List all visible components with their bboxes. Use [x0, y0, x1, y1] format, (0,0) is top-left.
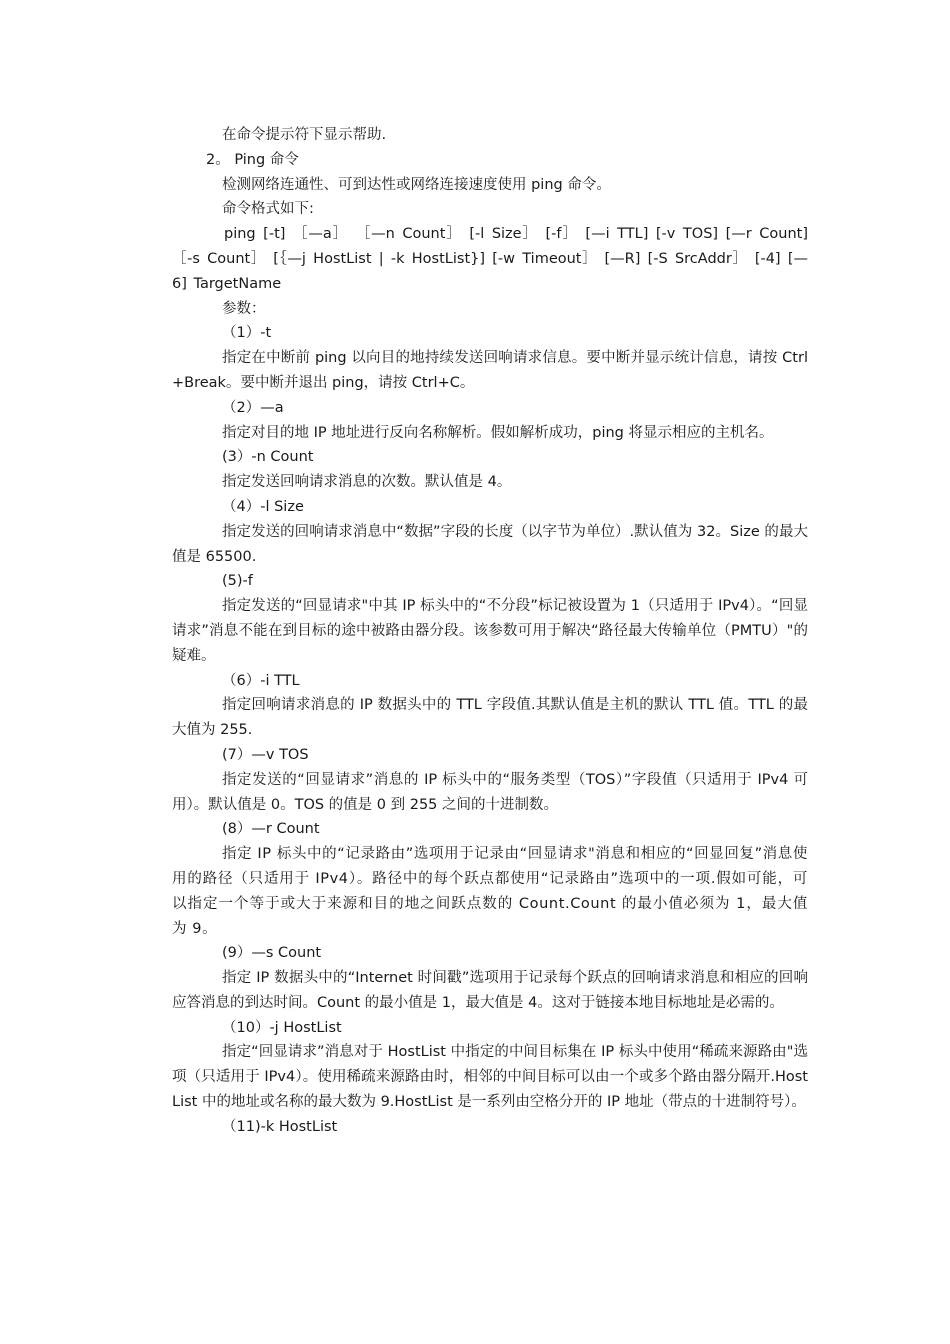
- paragraph: 参数：: [222, 300, 266, 317]
- paragraph: 指定发送的“回显请求”消息的 IP 标头中的“服务类型（TOS）”字段值（只适用于 IPv4 可用）。默认值是 0。TOS 的值是 0 到 255 之间的十进制数。: [172, 771, 808, 813]
- paragraph: 指定发送回响请求消息的次数。默认值是 4。: [222, 474, 512, 491]
- paragraph: 命令格式如下:: [222, 201, 314, 218]
- paragraph: 在命令提示符下显示帮助.: [222, 127, 387, 143]
- paragraph: （6）-i TTL: [222, 672, 300, 689]
- document-body: [172, 123, 808, 1140]
- paragraph: 指定“回显请求”消息对于 HostList 中指定的中间目标集在 IP 标头中使用“稀疏来源路由"选项（只适用于 IPv4）。使用稀疏来源路由时，相邻的中间目标可以由一个或多个路由器分隔开.HostList 中的地址或名称的最大数为 9.HostList 是一系列由空格分开的 IP 地址（带点的十进制符号）。: [172, 1044, 808, 1111]
- paragraph: (7）—v TOS: [222, 746, 309, 763]
- paragraph: 指定 IP 标头中的“记录路由”选项用于记录由“回显请求"消息和相应的“回显回复”消息使用的路径（只适用于 IPv4）。路径中的每个跃点都使用“记录路由”选项中的一项.假如可能，可以指定一个等于或大于来源和目的地之间跃点数的 Count.Count 的最小值必须为 1，最大值为 9。: [172, 846, 808, 937]
- paragraph: (9）—s Count: [222, 945, 322, 962]
- paragraph: 指定回响请求消息的 IP 数据头中的 TTL 字段值.其默认值是主机的默认 TTL 值。TTL 的最大值为 255.: [172, 697, 808, 739]
- paragraph: （2）—a: [222, 399, 284, 416]
- paragraph: 指定发送的“回显请求"中其 IP 标头中的“不分段”标记被设置为 1（只适用于 IPv4）。“回显请求”消息不能在到目标的途中被路由器分段。该参数可用于解决“路径最大传输单位（PMTU）"的疑难。: [172, 598, 808, 664]
- paragraph: ping [-t] ［—a］ ［—n Count］ [-l Size］ [-f］ [—i TTL] [-v TOS] [—r Count] ［-s Count］ [｛—j HostList | -k HostList}] [-w Timeout］ [—R] [-S SrcAddr］ [-4] [—6] TargetName: [172, 226, 808, 292]
- paragraph: 检测网络连通性、可到达性或网络连接速度使用 ping 命令。: [222, 176, 611, 193]
- paragraph: 指定在中断前 ping 以向目的地持续发送回响请求信息。要中断并显示统计信息，请按 Ctrl+Break。要中断并退出 ping，请按 Ctrl+C。: [172, 350, 808, 391]
- paragraph: 指定发送的回响请求消息中“数据”字段的长度（以字节为单位）.默认值为 32。Size 的最大值是 65500.: [172, 523, 808, 565]
- paragraph: (5)-f: [222, 573, 253, 590]
- paragraph: （10）-j HostList: [222, 1019, 342, 1036]
- paragraph: (3）-n Count: [222, 449, 314, 466]
- paragraph: （1）-t: [222, 325, 272, 342]
- paragraph: 2。 Ping 命令: [206, 151, 299, 168]
- paragraph: （11)-k HostList: [222, 1118, 338, 1135]
- paragraph: 指定对目的地 IP 地址进行反向名称解析。假如解析成功，ping 将显示相应的主机名。: [222, 424, 774, 441]
- paragraph: （4）-l Size: [222, 498, 304, 515]
- paragraph: 指定 IP 数据头中的“Internet 时间戳”选项用于记录每个跃点的回响请求消息和相应的回响应答消息的到达时间。Count 的最小值是 1，最大值是 4。这对于链接本地目标地址是必需的。: [172, 970, 808, 1011]
- paragraph: (8）—r Count: [222, 821, 320, 838]
